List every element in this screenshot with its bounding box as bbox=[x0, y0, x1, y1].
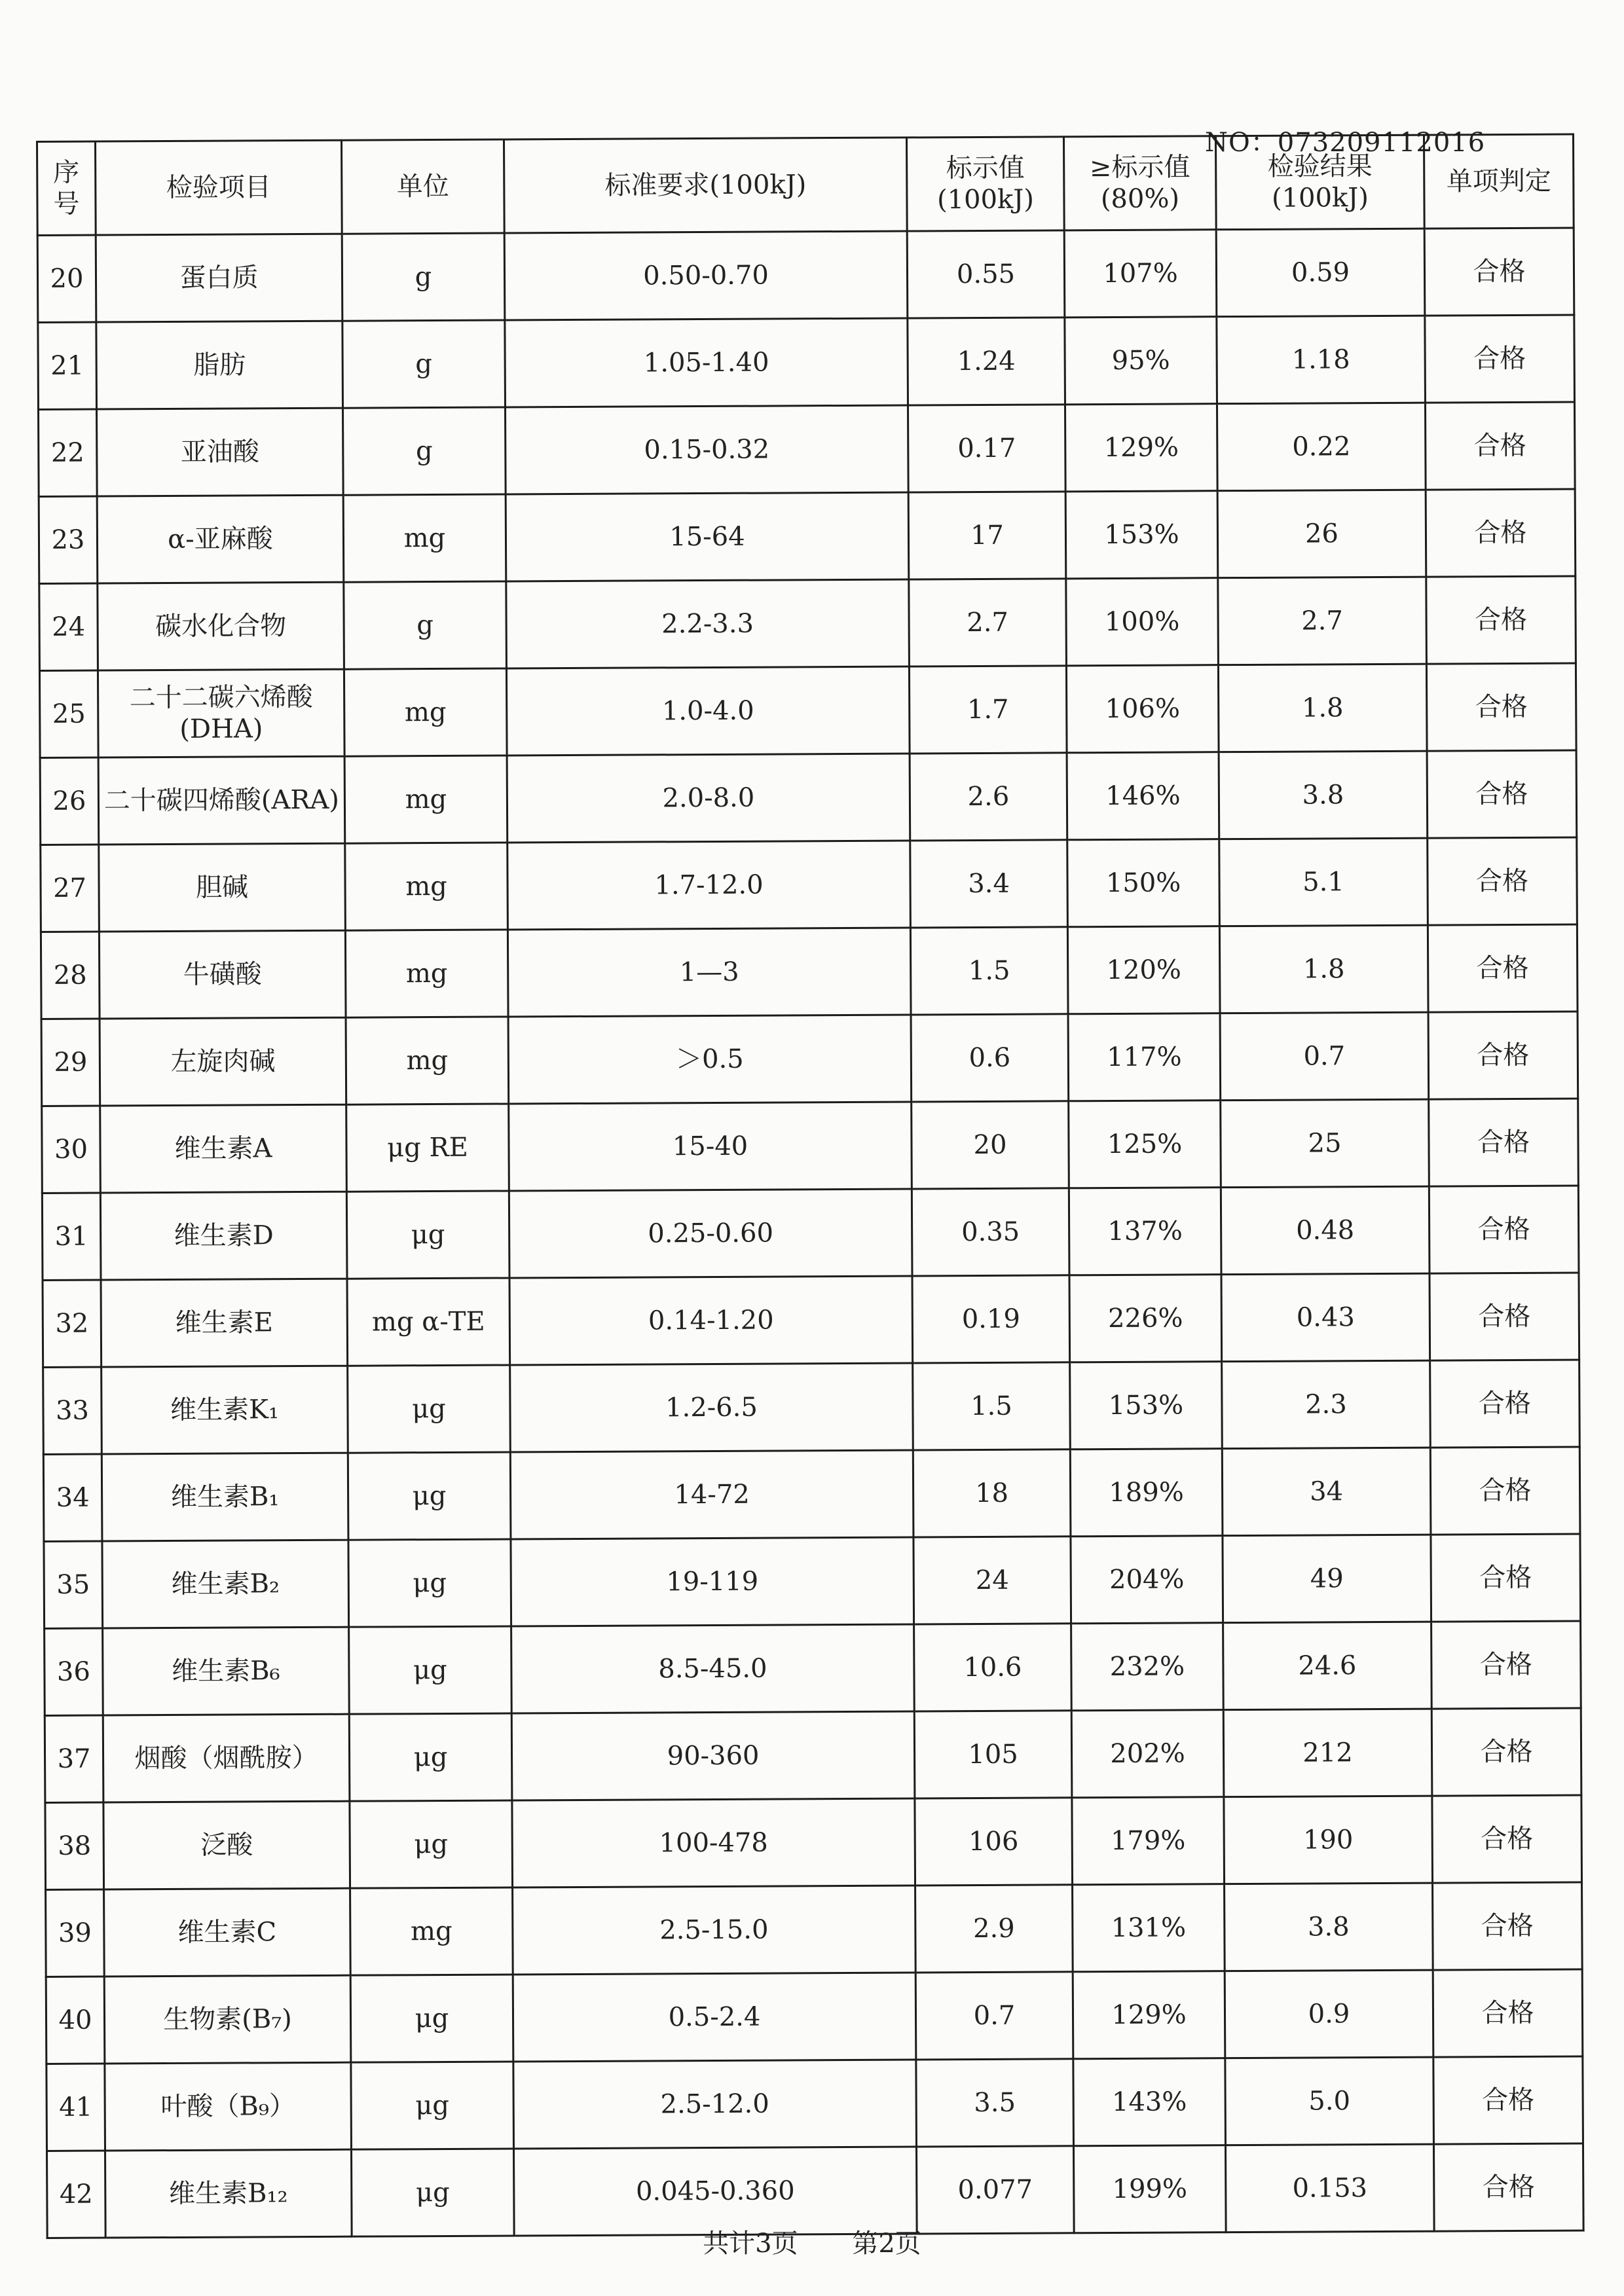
col-label-value-cell: 2.7 bbox=[909, 579, 1067, 666]
col-seq-cell: 38 bbox=[45, 1802, 104, 1889]
col-label-value-cell: 0.6 bbox=[911, 1014, 1069, 1102]
col-standard-cell: 0.15-0.32 bbox=[505, 405, 908, 494]
col-unit-cell: mg bbox=[345, 930, 508, 1017]
col-ratio-cell: 153% bbox=[1070, 1362, 1223, 1449]
col-judgement-cell: 合格 bbox=[1431, 1621, 1581, 1709]
col-unit-cell: μg bbox=[346, 1191, 509, 1279]
col-ratio-cell: 232% bbox=[1071, 1623, 1224, 1711]
col-judgement-cell: 合格 bbox=[1433, 2056, 1583, 2144]
col-ratio-cell: 117% bbox=[1068, 1013, 1221, 1101]
col-label-value-cell: 1.5 bbox=[910, 927, 1068, 1015]
col-label-value-cell: 106 bbox=[915, 1798, 1073, 1886]
col-standard-cell: 2.2-3.3 bbox=[506, 579, 910, 668]
col-judgement-cell: 合格 bbox=[1425, 315, 1575, 403]
col-ratio-cell: 150% bbox=[1067, 839, 1220, 927]
col-item-cell: 叶酸（B₉） bbox=[105, 2062, 352, 2151]
col-ratio-cell: 143% bbox=[1073, 2058, 1226, 2146]
header-col-label-value: 标示值 (100kJ) bbox=[906, 137, 1064, 231]
col-ratio-cell: 146% bbox=[1067, 752, 1219, 840]
table-row bbox=[45, 1795, 1582, 1889]
col-item-cell: 维生素B₁ bbox=[101, 1453, 348, 1541]
col-item-cell: 生物素(B₇) bbox=[104, 1975, 351, 2064]
col-result-cell: 25 bbox=[1221, 1099, 1430, 1188]
table-row bbox=[41, 1011, 1578, 1106]
col-standard-cell: 90-360 bbox=[511, 1711, 915, 1800]
col-standard-cell: 1.05-1.40 bbox=[505, 318, 908, 407]
table-row bbox=[38, 315, 1575, 409]
col-item-cell: 维生素D bbox=[100, 1192, 347, 1280]
col-judgement-cell: 合格 bbox=[1430, 1273, 1579, 1360]
current-page: 第2页 bbox=[852, 2229, 921, 2259]
col-result-cell: 34 bbox=[1222, 1448, 1431, 1536]
col-unit-cell: mg bbox=[344, 668, 507, 756]
col-unit-cell: μg bbox=[348, 1365, 511, 1453]
col-label-value-cell: 0.7 bbox=[915, 1972, 1073, 2060]
col-unit-cell: μg RE bbox=[346, 1104, 509, 1192]
col-ratio-cell: 100% bbox=[1066, 578, 1219, 666]
col-standard-cell: 0.25-0.60 bbox=[509, 1189, 912, 1278]
header-col-ratio: ≥标示值 (80%) bbox=[1063, 136, 1216, 230]
col-standard-cell: 2.0-8.0 bbox=[507, 754, 910, 843]
col-standard-cell: 1—3 bbox=[507, 928, 911, 1017]
col-seq-cell: 23 bbox=[39, 496, 98, 583]
col-judgement-cell: 合格 bbox=[1428, 1011, 1578, 1099]
col-ratio-cell: 204% bbox=[1071, 1536, 1223, 1624]
col-unit-cell: g bbox=[342, 320, 506, 408]
col-result-cell: 1.18 bbox=[1217, 316, 1426, 404]
table-row bbox=[42, 1099, 1579, 1193]
col-ratio-cell: 120% bbox=[1067, 926, 1220, 1014]
col-seq-cell: 32 bbox=[43, 1280, 101, 1367]
col-label-value-cell: 0.077 bbox=[916, 2146, 1074, 2234]
col-seq-cell: 36 bbox=[45, 1628, 103, 1715]
col-label-value-cell: 1.7 bbox=[909, 666, 1067, 754]
col-ratio-cell: 179% bbox=[1072, 1797, 1225, 1885]
table-row bbox=[43, 1447, 1580, 1541]
col-unit-cell: mg bbox=[345, 843, 508, 930]
col-seq-cell: 27 bbox=[41, 845, 100, 932]
col-judgement-cell: 合格 bbox=[1425, 402, 1575, 490]
col-item-cell: 二十二碳六烯酸 (DHA) bbox=[98, 669, 344, 757]
col-item-cell: 二十碳四烯酸(ARA) bbox=[98, 756, 345, 845]
col-ratio-cell: 95% bbox=[1065, 317, 1217, 405]
col-judgement-cell: 合格 bbox=[1431, 1708, 1581, 1796]
col-ratio-cell: 129% bbox=[1065, 404, 1217, 492]
col-result-cell: 0.9 bbox=[1225, 1970, 1433, 2058]
col-standard-cell: 0.50-0.70 bbox=[504, 231, 908, 320]
col-judgement-cell: 合格 bbox=[1424, 228, 1574, 316]
col-ratio-cell: 226% bbox=[1069, 1275, 1222, 1362]
col-standard-cell: 0.14-1.20 bbox=[509, 1276, 913, 1365]
col-label-value-cell: 0.19 bbox=[912, 1275, 1070, 1363]
results-table-container bbox=[36, 134, 1582, 2210]
col-item-cell: 亚油酸 bbox=[97, 408, 344, 496]
col-label-value-cell: 18 bbox=[913, 1449, 1071, 1537]
col-result-cell: 0.153 bbox=[1225, 2144, 1434, 2232]
col-item-cell: 碳水化合物 bbox=[98, 582, 344, 670]
col-ratio-cell: 131% bbox=[1073, 1884, 1225, 1972]
col-unit-cell: mg bbox=[343, 494, 506, 582]
col-unit-cell: μg bbox=[349, 1626, 512, 1714]
col-label-value-cell: 0.55 bbox=[907, 230, 1065, 318]
col-standard-cell: 0.5-2.4 bbox=[513, 1973, 916, 2062]
col-judgement-cell: 合格 bbox=[1426, 489, 1576, 577]
col-unit-cell: μg bbox=[351, 2062, 514, 2149]
table-row bbox=[46, 2056, 1583, 2151]
col-label-value-cell: 17 bbox=[908, 492, 1066, 579]
col-ratio-cell: 129% bbox=[1073, 1971, 1225, 2059]
col-unit-cell: g bbox=[342, 233, 505, 321]
table-body bbox=[37, 228, 1583, 2238]
col-seq-cell: 33 bbox=[43, 1367, 102, 1454]
col-result-cell: 5.0 bbox=[1225, 2057, 1434, 2145]
col-seq-cell: 22 bbox=[39, 409, 98, 496]
col-item-cell: α-亚麻酸 bbox=[97, 495, 344, 583]
col-judgement-cell: 合格 bbox=[1430, 1447, 1580, 1535]
table-header-row bbox=[37, 134, 1574, 235]
col-item-cell: 维生素E bbox=[101, 1279, 348, 1367]
header-col-judgement: 单项判定 bbox=[1424, 134, 1574, 228]
col-standard-cell: 0.045-0.360 bbox=[513, 2147, 917, 2236]
col-result-cell: 49 bbox=[1223, 1535, 1431, 1623]
col-result-cell: 1.8 bbox=[1218, 664, 1427, 752]
header-col-item: 检验项目 bbox=[96, 140, 342, 235]
col-seq-cell: 20 bbox=[37, 235, 96, 322]
table-row bbox=[43, 1360, 1580, 1454]
table-row bbox=[39, 576, 1576, 670]
col-seq-cell: 28 bbox=[41, 932, 100, 1019]
col-judgement-cell: 合格 bbox=[1426, 663, 1576, 751]
col-seq-cell: 37 bbox=[45, 1715, 103, 1802]
total-pages: 共计3页 bbox=[703, 2229, 798, 2259]
col-label-value-cell: 3.4 bbox=[910, 840, 1068, 928]
col-result-cell: 2.7 bbox=[1218, 577, 1427, 665]
col-judgement-cell: 合格 bbox=[1432, 1795, 1582, 1883]
table-row bbox=[45, 1621, 1581, 1715]
col-judgement-cell: 合格 bbox=[1431, 1534, 1581, 1622]
col-seq-cell: 35 bbox=[44, 1541, 103, 1628]
col-seq-cell: 42 bbox=[47, 2151, 106, 2238]
col-standard-cell: 1.2-6.5 bbox=[510, 1363, 913, 1452]
col-unit-cell: mg bbox=[350, 1887, 513, 1975]
col-result-cell: 2.3 bbox=[1222, 1360, 1431, 1449]
col-standard-cell: 15-40 bbox=[509, 1102, 912, 1191]
col-standard-cell: 8.5-45.0 bbox=[511, 1624, 915, 1713]
col-seq-cell: 34 bbox=[43, 1454, 102, 1541]
col-unit-cell: μg bbox=[349, 1713, 512, 1801]
col-judgement-cell: 合格 bbox=[1426, 576, 1576, 664]
col-unit-cell: μg bbox=[350, 1975, 513, 2062]
col-ratio-cell: 189% bbox=[1070, 1449, 1223, 1537]
col-ratio-cell: 153% bbox=[1065, 491, 1218, 579]
col-judgement-cell: 合格 bbox=[1433, 2143, 1583, 2231]
report-number: NO：073209112016 bbox=[1205, 128, 1486, 158]
col-result-cell: 0.48 bbox=[1221, 1186, 1430, 1275]
col-seq-cell: 25 bbox=[39, 670, 98, 757]
col-ratio-cell: 137% bbox=[1069, 1188, 1221, 1275]
table-row bbox=[39, 489, 1576, 583]
col-label-value-cell: 105 bbox=[914, 1711, 1072, 1798]
table-row bbox=[37, 228, 1574, 322]
col-seq-cell: 40 bbox=[46, 1977, 105, 2064]
col-label-value-cell: 10.6 bbox=[914, 1624, 1072, 1711]
table-row bbox=[45, 1708, 1581, 1802]
col-result-cell: 5.1 bbox=[1219, 838, 1428, 926]
col-result-cell: 26 bbox=[1217, 490, 1426, 578]
col-unit-cell: μg bbox=[351, 2149, 514, 2236]
col-label-value-cell: 0.17 bbox=[908, 405, 1065, 492]
col-standard-cell: 100-478 bbox=[512, 1798, 915, 1887]
col-unit-cell: μg bbox=[348, 1452, 511, 1540]
col-unit-cell: mg bbox=[346, 1017, 509, 1104]
col-item-cell: 牛磺酸 bbox=[99, 930, 346, 1019]
col-judgement-cell: 合格 bbox=[1429, 1186, 1579, 1273]
col-result-cell: 3.8 bbox=[1225, 1883, 1433, 1971]
header-col-unit: 单位 bbox=[342, 139, 505, 234]
col-label-value-cell: 20 bbox=[912, 1101, 1069, 1189]
col-standard-cell: 2.5-15.0 bbox=[513, 1886, 916, 1975]
col-result-cell: 1.8 bbox=[1219, 925, 1428, 1013]
col-result-cell: 24.6 bbox=[1223, 1622, 1432, 1710]
col-unit-cell: g bbox=[343, 407, 506, 495]
col-result-cell: 0.43 bbox=[1221, 1273, 1430, 1362]
col-seq-cell: 21 bbox=[38, 322, 97, 409]
col-item-cell: 维生素B₆ bbox=[103, 1627, 350, 1715]
col-item-cell: 蛋白质 bbox=[96, 234, 342, 322]
col-seq-cell: 31 bbox=[42, 1193, 101, 1280]
col-item-cell: 脂肪 bbox=[96, 321, 343, 409]
table-row bbox=[39, 663, 1576, 757]
col-ratio-cell: 125% bbox=[1069, 1101, 1221, 1188]
col-result-cell: 190 bbox=[1224, 1796, 1433, 1884]
col-seq-cell: 29 bbox=[41, 1019, 100, 1106]
table-row bbox=[42, 1186, 1579, 1280]
col-result-cell: 3.8 bbox=[1219, 751, 1428, 839]
col-label-value-cell: 1.24 bbox=[908, 318, 1065, 405]
col-standard-cell: 1.7-12.0 bbox=[507, 841, 911, 930]
col-standard-cell: ＞0.5 bbox=[508, 1015, 912, 1104]
col-item-cell: 胆碱 bbox=[99, 843, 346, 932]
col-item-cell: 维生素C bbox=[104, 1888, 351, 1977]
col-seq-cell: 24 bbox=[39, 583, 98, 670]
table-row bbox=[46, 1969, 1583, 2064]
col-judgement-cell: 合格 bbox=[1433, 1882, 1583, 1970]
table-row bbox=[43, 1273, 1579, 1367]
col-standard-cell: 1.0-4.0 bbox=[506, 666, 910, 756]
col-judgement-cell: 合格 bbox=[1430, 1360, 1580, 1448]
table-row bbox=[46, 1882, 1583, 1977]
col-label-value-cell: 2.6 bbox=[910, 753, 1067, 841]
page-footer bbox=[0, 2223, 1624, 2260]
col-standard-cell: 15-64 bbox=[506, 492, 909, 581]
col-unit-cell: mg bbox=[344, 756, 507, 843]
col-judgement-cell: 合格 bbox=[1428, 837, 1578, 925]
col-item-cell: 维生素B₂ bbox=[102, 1540, 349, 1628]
col-item-cell: 维生素A bbox=[100, 1104, 347, 1193]
col-result-cell: 0.59 bbox=[1216, 228, 1425, 317]
col-item-cell: 泛酸 bbox=[103, 1801, 350, 1889]
col-unit-cell: μg bbox=[350, 1800, 513, 1888]
table-row bbox=[41, 924, 1578, 1019]
header-col-seq: 序号 bbox=[37, 141, 96, 235]
col-seq-cell: 26 bbox=[40, 757, 99, 845]
col-ratio-cell: 199% bbox=[1073, 2145, 1226, 2233]
table-row bbox=[44, 1534, 1581, 1628]
col-unit-cell: g bbox=[344, 581, 507, 669]
col-ratio-cell: 202% bbox=[1071, 1710, 1224, 1798]
results-table bbox=[36, 134, 1585, 2239]
col-label-value-cell: 1.5 bbox=[913, 1362, 1071, 1450]
col-label-value-cell: 2.9 bbox=[915, 1885, 1073, 1973]
col-item-cell: 维生素K₁ bbox=[101, 1366, 348, 1454]
col-standard-cell: 2.5-12.0 bbox=[513, 2060, 917, 2149]
col-judgement-cell: 合格 bbox=[1429, 1099, 1579, 1186]
col-judgement-cell: 合格 bbox=[1428, 924, 1578, 1012]
col-ratio-cell: 106% bbox=[1066, 665, 1219, 753]
col-label-value-cell: 3.5 bbox=[916, 2059, 1074, 2147]
col-result-cell: 212 bbox=[1223, 1709, 1432, 1797]
col-standard-cell: 14-72 bbox=[510, 1450, 913, 1539]
col-result-cell: 0.7 bbox=[1220, 1012, 1429, 1101]
header-col-result: 检验结果 (100kJ) bbox=[1215, 135, 1424, 230]
col-seq-cell: 39 bbox=[46, 1889, 105, 1977]
table-row bbox=[39, 402, 1576, 496]
col-unit-cell: mg α-TE bbox=[347, 1278, 510, 1366]
table-row bbox=[41, 837, 1578, 932]
col-unit-cell: μg bbox=[348, 1539, 511, 1627]
col-ratio-cell: 107% bbox=[1064, 230, 1217, 318]
table-row bbox=[40, 750, 1577, 845]
col-label-value-cell: 24 bbox=[913, 1537, 1071, 1624]
col-judgement-cell: 合格 bbox=[1427, 750, 1577, 838]
col-item-cell: 烟酸（烟酰胺） bbox=[103, 1714, 350, 1802]
col-seq-cell: 30 bbox=[42, 1106, 101, 1193]
col-result-cell: 0.22 bbox=[1217, 403, 1426, 491]
col-standard-cell: 19-119 bbox=[511, 1537, 914, 1626]
col-judgement-cell: 合格 bbox=[1433, 1969, 1583, 2057]
header-col-standard: 标准要求(100kJ) bbox=[504, 137, 907, 233]
col-item-cell: 左旋肉碱 bbox=[100, 1017, 346, 1106]
col-seq-cell: 41 bbox=[46, 2064, 105, 2151]
col-label-value-cell: 0.35 bbox=[912, 1188, 1069, 1276]
col-item-cell: 维生素B₁₂ bbox=[105, 2149, 352, 2238]
